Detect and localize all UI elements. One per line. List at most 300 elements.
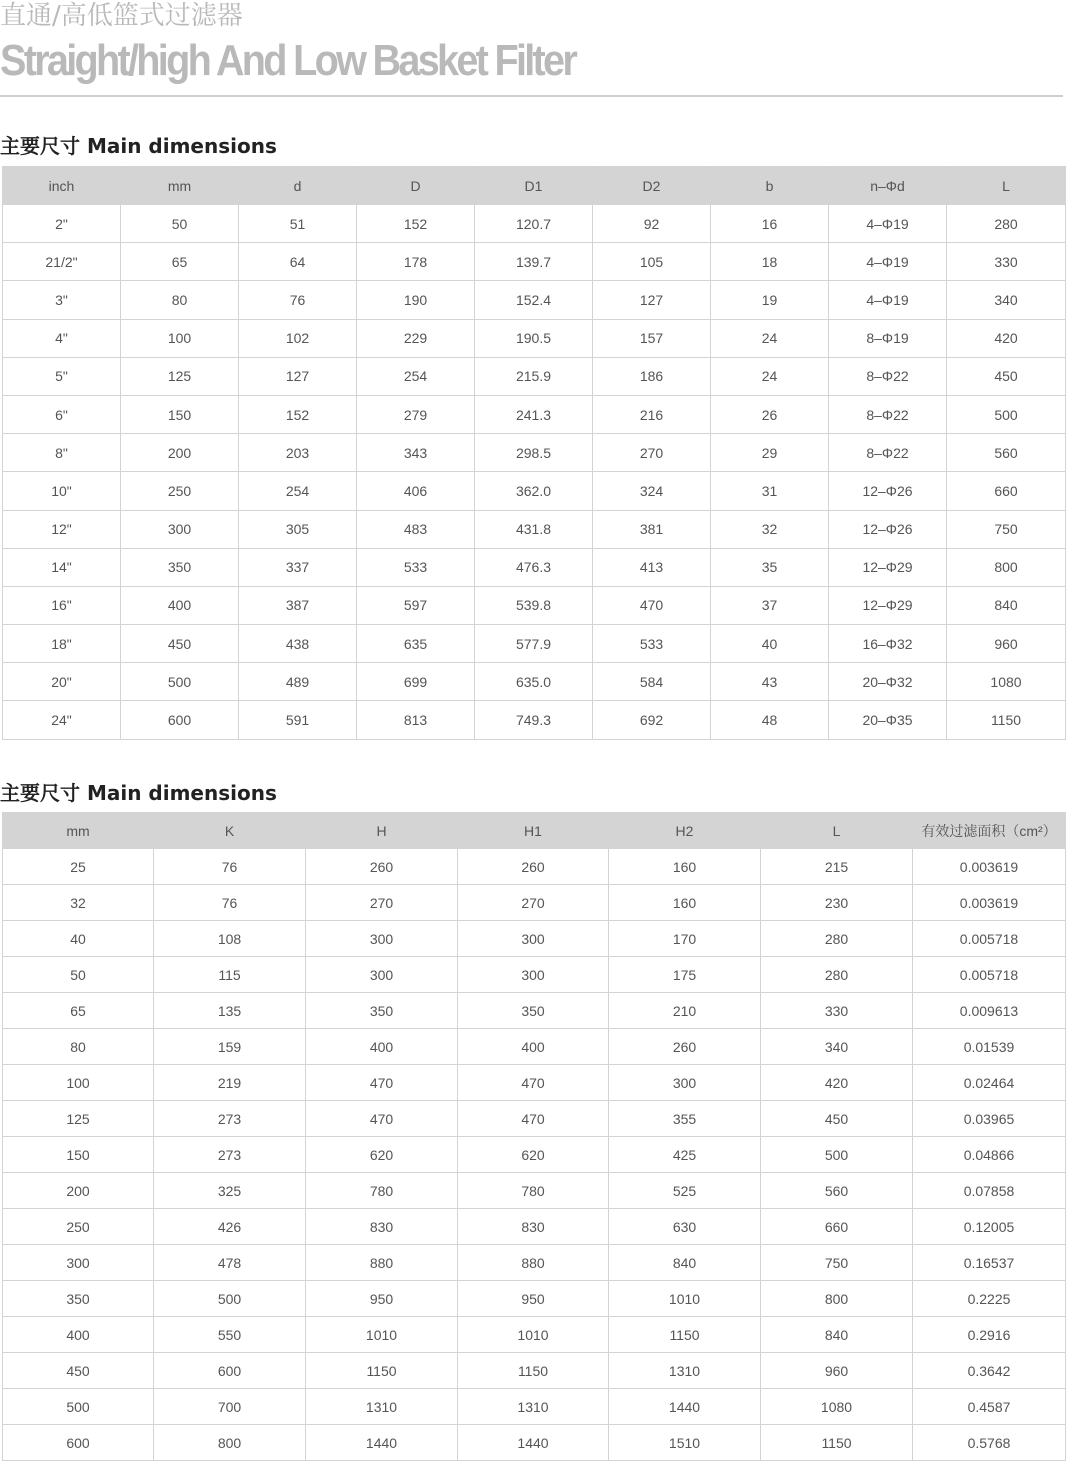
table-cell: 330 — [761, 993, 913, 1029]
table-cell: 950 — [458, 1281, 609, 1317]
column-header: n–Φd — [829, 167, 947, 205]
table-cell: 300 — [609, 1065, 761, 1101]
table-row — [3, 1245, 1066, 1281]
table-cell: 100 — [121, 319, 239, 357]
table-cell: 190.5 — [475, 319, 593, 357]
table-cell: 470 — [593, 586, 711, 624]
table-cell: 6" — [3, 395, 121, 433]
table-cell: 20" — [3, 663, 121, 701]
table-row — [3, 243, 1066, 281]
table-row — [3, 357, 1066, 395]
table-cell: 76 — [154, 885, 306, 921]
table-row — [3, 510, 1066, 548]
table-cell: 450 — [121, 625, 239, 663]
table-cell: 1080 — [947, 663, 1066, 701]
table-cell: 470 — [306, 1065, 458, 1101]
table-cell: 400 — [121, 586, 239, 624]
column-header: H1 — [458, 813, 609, 849]
page-title-english: Straight/high And Low Basket Filter — [0, 36, 576, 85]
table-cell: 125 — [121, 357, 239, 395]
table-cell: 597 — [357, 586, 475, 624]
table-cell: 135 — [154, 993, 306, 1029]
table-cell: 254 — [239, 472, 357, 510]
table-cell: 241.3 — [475, 395, 593, 433]
table-cell: 438 — [239, 625, 357, 663]
table-cell: 400 — [3, 1317, 154, 1353]
table-cell: 340 — [761, 1029, 913, 1065]
table-cell: 8–Φ22 — [829, 434, 947, 472]
table-cell: 200 — [121, 434, 239, 472]
table-cell: 270 — [593, 434, 711, 472]
page-title-chinese: 直通/高低篮式过滤器 — [0, 1, 243, 31]
table-cell: 219 — [154, 1065, 306, 1101]
table-row — [3, 1173, 1066, 1209]
table-cell: 215 — [761, 849, 913, 885]
table-row — [3, 1317, 1066, 1353]
table-cell: 51 — [239, 205, 357, 243]
table-cell: 0.003619 — [913, 849, 1066, 885]
table-cell: 840 — [761, 1317, 913, 1353]
table-cell: 26 — [711, 395, 829, 433]
table-cell: 20–Φ32 — [829, 663, 947, 701]
table-row — [3, 1353, 1066, 1389]
table-cell: 152 — [239, 395, 357, 433]
table-cell: 1440 — [306, 1425, 458, 1461]
table-row — [3, 586, 1066, 624]
table-cell: 273 — [154, 1137, 306, 1173]
table-cell: 478 — [154, 1245, 306, 1281]
table-cell: 32 — [3, 885, 154, 921]
table-cell: 24 — [711, 357, 829, 395]
table-cell: 1310 — [306, 1389, 458, 1425]
table-cell: 450 — [3, 1353, 154, 1389]
table-cell: 8–Φ22 — [829, 395, 947, 433]
table-cell: 8" — [3, 434, 121, 472]
table-cell: 749.3 — [475, 701, 593, 739]
table-cell: 160 — [609, 885, 761, 921]
table-cell: 300 — [306, 957, 458, 993]
column-header: d — [239, 167, 357, 205]
table-cell: 100 — [3, 1065, 154, 1101]
table-cell: 660 — [947, 472, 1066, 510]
table-cell: 127 — [239, 357, 357, 395]
table-cell: 150 — [121, 395, 239, 433]
table-cell: 1440 — [609, 1389, 761, 1425]
table-cell: 5" — [3, 357, 121, 395]
table-cell: 630 — [609, 1209, 761, 1245]
table-cell: 330 — [947, 243, 1066, 281]
table-cell: 16" — [3, 586, 121, 624]
table-cell: 0.02464 — [913, 1065, 1066, 1101]
table-cell: 400 — [306, 1029, 458, 1065]
flange-dimensions-table — [2, 166, 1066, 740]
column-header: D2 — [593, 167, 711, 205]
table-cell: 32 — [711, 510, 829, 548]
table-cell: 152.4 — [475, 281, 593, 319]
table-cell: 431.8 — [475, 510, 593, 548]
table-cell: 8–Φ19 — [829, 319, 947, 357]
table-cell: 108 — [154, 921, 306, 957]
table-cell: 260 — [306, 849, 458, 885]
section-title-flange-dimensions: 主要尺寸 Main dimensions — [0, 134, 277, 158]
table-cell: 19 — [711, 281, 829, 319]
table-cell: 750 — [761, 1245, 913, 1281]
table-cell: 830 — [458, 1209, 609, 1245]
table-cell: 24 — [711, 319, 829, 357]
table-cell: 700 — [154, 1389, 306, 1425]
table-cell: 125 — [3, 1101, 154, 1137]
table-cell: 577.9 — [475, 625, 593, 663]
table-cell: 298.5 — [475, 434, 593, 472]
table-cell: 12–Φ26 — [829, 510, 947, 548]
table-row — [3, 849, 1066, 885]
table-cell: 425 — [609, 1137, 761, 1173]
table-cell: 500 — [761, 1137, 913, 1173]
table-cell: 230 — [761, 885, 913, 921]
title-divider — [0, 95, 1063, 97]
table-cell: 325 — [154, 1173, 306, 1209]
column-header: L — [761, 813, 913, 849]
column-header: H2 — [609, 813, 761, 849]
table-cell: 340 — [947, 281, 1066, 319]
table-cell: 24" — [3, 701, 121, 739]
table-cell: 0.01539 — [913, 1029, 1066, 1065]
table-cell: 18 — [711, 243, 829, 281]
table-cell: 420 — [761, 1065, 913, 1101]
table-cell: 280 — [947, 205, 1066, 243]
table-cell: 29 — [711, 434, 829, 472]
table-cell: 3" — [3, 281, 121, 319]
table-cell: 0.2225 — [913, 1281, 1066, 1317]
table-cell: 420 — [947, 319, 1066, 357]
table-row — [3, 434, 1066, 472]
table-cell: 560 — [761, 1173, 913, 1209]
table-cell: 350 — [458, 993, 609, 1029]
table-row — [3, 205, 1066, 243]
table-cell: 840 — [947, 586, 1066, 624]
table-cell: 476.3 — [475, 548, 593, 586]
table-cell: 31 — [711, 472, 829, 510]
table-row — [3, 1101, 1066, 1137]
table-row — [3, 921, 1066, 957]
column-header: D — [357, 167, 475, 205]
column-header: D1 — [475, 167, 593, 205]
table-cell: 381 — [593, 510, 711, 548]
table-row — [3, 1029, 1066, 1065]
table-cell: 1310 — [609, 1353, 761, 1389]
table-cell: 0.2916 — [913, 1317, 1066, 1353]
table-cell: 880 — [306, 1245, 458, 1281]
table-cell: 1010 — [609, 1281, 761, 1317]
table-cell: 280 — [761, 957, 913, 993]
column-header: L — [947, 167, 1066, 205]
table-cell: 50 — [3, 957, 154, 993]
table-cell: 0.5768 — [913, 1425, 1066, 1461]
table-cell: 362.0 — [475, 472, 593, 510]
table-cell: 43 — [711, 663, 829, 701]
table-cell: 76 — [154, 849, 306, 885]
table-cell: 1150 — [458, 1353, 609, 1389]
table-cell: 229 — [357, 319, 475, 357]
table-cell: 350 — [306, 993, 458, 1029]
table-row — [3, 1137, 1066, 1173]
table-cell: 10" — [3, 472, 121, 510]
table-cell: 254 — [357, 357, 475, 395]
table-cell: 830 — [306, 1209, 458, 1245]
table-cell: 1080 — [761, 1389, 913, 1425]
table-header-row — [3, 813, 1066, 849]
table-cell: 0.03965 — [913, 1101, 1066, 1137]
table-cell: 12–Φ26 — [829, 472, 947, 510]
table-cell: 12–Φ29 — [829, 586, 947, 624]
table-cell: 4–Φ19 — [829, 281, 947, 319]
table-cell: 800 — [947, 548, 1066, 586]
table-row — [3, 1281, 1066, 1317]
table-cell: 4" — [3, 319, 121, 357]
table-cell: 175 — [609, 957, 761, 993]
column-header: inch — [3, 167, 121, 205]
table-cell: 270 — [458, 885, 609, 921]
table-cell: 18" — [3, 625, 121, 663]
table-cell: 600 — [121, 701, 239, 739]
table-cell: 80 — [3, 1029, 154, 1065]
table-cell: 37 — [711, 586, 829, 624]
table-cell: 0.4587 — [913, 1389, 1066, 1425]
table-cell: 1010 — [458, 1317, 609, 1353]
table-cell: 215.9 — [475, 357, 593, 395]
table-cell: 600 — [3, 1425, 154, 1461]
table-cell: 699 — [357, 663, 475, 701]
table-row — [3, 1425, 1066, 1461]
table-cell: 620 — [458, 1137, 609, 1173]
table-cell: 200 — [3, 1173, 154, 1209]
table-cell: 139.7 — [475, 243, 593, 281]
table-cell: 500 — [947, 395, 1066, 433]
table-cell: 160 — [609, 849, 761, 885]
column-header: K — [154, 813, 306, 849]
table-cell: 25 — [3, 849, 154, 885]
table-cell: 115 — [154, 957, 306, 993]
table-cell: 470 — [458, 1065, 609, 1101]
table-cell: 64 — [239, 243, 357, 281]
table-row — [3, 663, 1066, 701]
table-cell: 157 — [593, 319, 711, 357]
table-row — [3, 993, 1066, 1029]
table-cell: 0.04866 — [913, 1137, 1066, 1173]
table-cell: 800 — [761, 1281, 913, 1317]
table-cell: 300 — [121, 510, 239, 548]
table-cell: 250 — [121, 472, 239, 510]
table-cell: 270 — [306, 885, 458, 921]
table-cell: 279 — [357, 395, 475, 433]
table-row — [3, 395, 1066, 433]
table-cell: 50 — [121, 205, 239, 243]
column-header: 有效过滤面积（cm²） — [913, 813, 1066, 849]
table-row — [3, 1065, 1066, 1101]
table-cell: 260 — [609, 1029, 761, 1065]
table-cell: 300 — [458, 957, 609, 993]
table-cell: 4–Φ19 — [829, 205, 947, 243]
table-cell: 960 — [761, 1353, 913, 1389]
table-cell: 210 — [609, 993, 761, 1029]
table-row — [3, 472, 1066, 510]
table-cell: 1150 — [609, 1317, 761, 1353]
table-cell: 0.3642 — [913, 1353, 1066, 1389]
table-cell: 635 — [357, 625, 475, 663]
table-cell: 880 — [458, 1245, 609, 1281]
table-cell: 12–Φ29 — [829, 548, 947, 586]
table-row — [3, 319, 1066, 357]
table-cell: 170 — [609, 921, 761, 957]
table-cell: 470 — [458, 1101, 609, 1137]
table-row — [3, 625, 1066, 663]
table-cell: 560 — [947, 434, 1066, 472]
table-cell: 12" — [3, 510, 121, 548]
table-cell: 35 — [711, 548, 829, 586]
table-cell: 960 — [947, 625, 1066, 663]
table-header-row — [3, 167, 1066, 205]
table-cell: 800 — [154, 1425, 306, 1461]
table-cell: 660 — [761, 1209, 913, 1245]
table-row — [3, 281, 1066, 319]
column-header: mm — [121, 167, 239, 205]
column-header: b — [711, 167, 829, 205]
table-cell: 343 — [357, 434, 475, 472]
table-cell: 0.12005 — [913, 1209, 1066, 1245]
table-cell: 80 — [121, 281, 239, 319]
table-cell: 500 — [154, 1281, 306, 1317]
table-cell: 76 — [239, 281, 357, 319]
table-cell: 300 — [458, 921, 609, 957]
table-cell: 470 — [306, 1101, 458, 1137]
table-cell: 692 — [593, 701, 711, 739]
table-cell: 780 — [306, 1173, 458, 1209]
table-cell: 0.005718 — [913, 957, 1066, 993]
table-cell: 65 — [121, 243, 239, 281]
table-cell: 350 — [3, 1281, 154, 1317]
table-cell: 550 — [154, 1317, 306, 1353]
table-cell: 533 — [357, 548, 475, 586]
table-cell: 1510 — [609, 1425, 761, 1461]
table-cell: 500 — [121, 663, 239, 701]
table-cell: 450 — [761, 1101, 913, 1137]
table-cell: 300 — [306, 921, 458, 957]
table-cell: 159 — [154, 1029, 306, 1065]
table-cell: 591 — [239, 701, 357, 739]
table-cell: 500 — [3, 1389, 154, 1425]
table-cell: 1150 — [947, 701, 1066, 739]
table-cell: 102 — [239, 319, 357, 357]
table-cell: 780 — [458, 1173, 609, 1209]
table-cell: 525 — [609, 1173, 761, 1209]
table-cell: 152 — [357, 205, 475, 243]
table-cell: 413 — [593, 548, 711, 586]
table-cell: 150 — [3, 1137, 154, 1173]
table-cell: 16 — [711, 205, 829, 243]
table-cell: 16–Φ32 — [829, 625, 947, 663]
table-cell: 65 — [3, 993, 154, 1029]
table-cell: 1010 — [306, 1317, 458, 1353]
table-cell: 120.7 — [475, 205, 593, 243]
table-cell: 105 — [593, 243, 711, 281]
table-cell: 635.0 — [475, 663, 593, 701]
table-cell: 20–Φ35 — [829, 701, 947, 739]
table-cell: 40 — [3, 921, 154, 957]
table-cell: 203 — [239, 434, 357, 472]
table-cell: 40 — [711, 625, 829, 663]
table-cell: 483 — [357, 510, 475, 548]
table-cell: 92 — [593, 205, 711, 243]
table-cell: 21/2" — [3, 243, 121, 281]
table-cell: 406 — [357, 472, 475, 510]
table-cell: 533 — [593, 625, 711, 663]
table-cell: 813 — [357, 701, 475, 739]
table-cell: 750 — [947, 510, 1066, 548]
basket-dimensions-table — [2, 812, 1066, 1461]
table-cell: 4–Φ19 — [829, 243, 947, 281]
table-cell: 950 — [306, 1281, 458, 1317]
table-cell: 600 — [154, 1353, 306, 1389]
table-cell: 127 — [593, 281, 711, 319]
table-cell: 280 — [761, 921, 913, 957]
table-cell: 190 — [357, 281, 475, 319]
table-cell: 426 — [154, 1209, 306, 1245]
table-cell: 0.009613 — [913, 993, 1066, 1029]
table-cell: 620 — [306, 1137, 458, 1173]
table-cell: 1150 — [306, 1353, 458, 1389]
table-cell: 355 — [609, 1101, 761, 1137]
table-cell: 14" — [3, 548, 121, 586]
table-row — [3, 1209, 1066, 1245]
table-cell: 0.003619 — [913, 885, 1066, 921]
table-cell: 0.16537 — [913, 1245, 1066, 1281]
section-title-basket-dimensions: 主要尺寸 Main dimensions — [0, 781, 277, 805]
table-cell: 186 — [593, 357, 711, 395]
column-header: H — [306, 813, 458, 849]
table-cell: 387 — [239, 586, 357, 624]
table-cell: 250 — [3, 1209, 154, 1245]
table-cell: 48 — [711, 701, 829, 739]
table-cell: 539.8 — [475, 586, 593, 624]
table-cell: 1440 — [458, 1425, 609, 1461]
table-row — [3, 957, 1066, 993]
table-row — [3, 701, 1066, 739]
column-header: mm — [3, 813, 154, 849]
table-row — [3, 1389, 1066, 1425]
table-cell: 584 — [593, 663, 711, 701]
table-row — [3, 548, 1066, 586]
table-row — [3, 885, 1066, 921]
table-cell: 2" — [3, 205, 121, 243]
table-cell: 273 — [154, 1101, 306, 1137]
table-cell: 216 — [593, 395, 711, 433]
table-cell: 324 — [593, 472, 711, 510]
table-cell: 489 — [239, 663, 357, 701]
table-cell: 1150 — [761, 1425, 913, 1461]
table-cell: 305 — [239, 510, 357, 548]
table-cell: 0.005718 — [913, 921, 1066, 957]
table-cell: 260 — [458, 849, 609, 885]
table-cell: 1310 — [458, 1389, 609, 1425]
table-cell: 178 — [357, 243, 475, 281]
table-cell: 450 — [947, 357, 1066, 395]
table-cell: 337 — [239, 548, 357, 586]
table-cell: 0.07858 — [913, 1173, 1066, 1209]
table-cell: 350 — [121, 548, 239, 586]
table-cell: 840 — [609, 1245, 761, 1281]
table-cell: 8–Φ22 — [829, 357, 947, 395]
table-cell: 400 — [458, 1029, 609, 1065]
